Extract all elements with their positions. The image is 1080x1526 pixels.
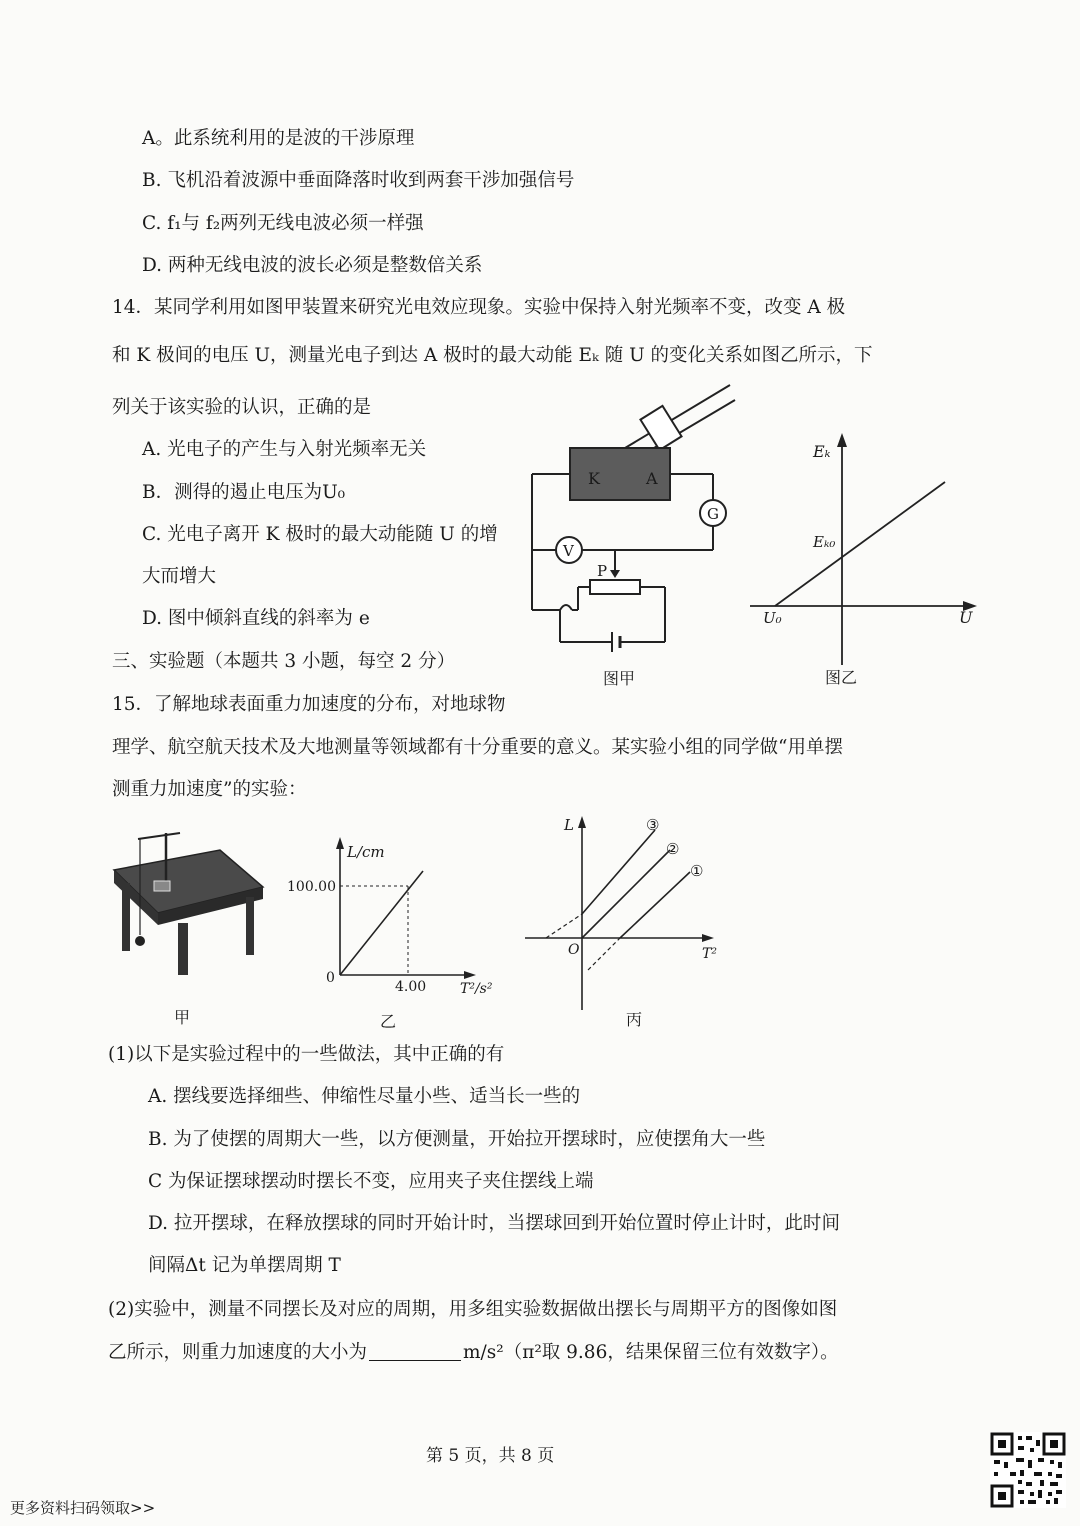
q13-option-d: D. 两种无线电波的波长必须是整数倍关系 (142, 255, 483, 276)
q15-part1-option-d-line1: D. 拉开摆球，在释放摆球的同时开始计时，当摆球回到开始位置时停止计时，此时间 (148, 1213, 840, 1234)
q15-stem-line3: 测重力加速度”的实验： (112, 779, 307, 800)
rheostat (590, 580, 640, 594)
y-tick: 100.00 (287, 879, 336, 895)
answer-blank[interactable] (369, 1340, 461, 1361)
q14-figure-circuit (520, 380, 740, 690)
l-t2-line (340, 871, 423, 975)
line-1 (620, 872, 690, 938)
ylabel-bing: L (564, 816, 574, 834)
q13-option-c: C. f₁与 f₂两列无线电波必须一样强 (142, 213, 424, 234)
label-line-3: ③ (646, 816, 660, 834)
q15-part1-option-d-line2: 间隔Δt 记为单摆周期 T (148, 1255, 341, 1276)
qr-code-icon[interactable] (990, 1432, 1066, 1508)
label-line-1: ① (690, 862, 704, 880)
q13-option-b: B. 飞机沿着波源中垂面降落时收到两套干涉加强信号 (142, 170, 575, 191)
pendulum-bob (135, 936, 145, 946)
xlabel-bing: T² (702, 946, 717, 962)
q14-option-b: B．测得的遏止电压为U₀ (142, 482, 346, 503)
q15-part1-option-c: C 为保证摆球摆动时摆长不变，应用夹子夹住摆线上端 (148, 1171, 594, 1192)
label-g: G (707, 505, 719, 523)
x-tick: 4.00 (395, 979, 427, 995)
q14-stem-line2: 和 K 极间的电压 U，测量光电子到达 A 极时的最大动能 Eₖ 随 U 的变化关系如图乙所示，下 (112, 345, 873, 366)
label-ek0: Eₖ₀ (813, 533, 836, 551)
q15-part1-stem: (1)以下是实验过程中的一些做法，其中正确的有 (108, 1044, 505, 1065)
origin-bing: O (568, 942, 580, 958)
xlabel: T²/s² (460, 981, 493, 997)
q15-figure-l-t2-graph (287, 835, 520, 1035)
q14-option-a: A. 光电子的产生与入射光频率无关 (142, 439, 427, 460)
label-line-2: ② (666, 840, 680, 858)
q15-figure-pendulum-apparatus (108, 825, 273, 1035)
q14-option-d: D. 图中倾斜直线的斜率为 e (142, 608, 370, 629)
origin: 0 (326, 970, 335, 986)
label-a: A (646, 469, 658, 488)
label-v: V (563, 542, 574, 560)
q15-part2-line1: (2)实验中，测量不同摆长及对应的周期，用多组实验数据做出摆长与周期平方的图像如图 (108, 1299, 838, 1320)
q14-stem-line3: 列关于该实验的认识，正确的是 (112, 397, 372, 418)
q15-part2-text-b: m/s²（π²取 9.86，结果保留三位有效数字）。 (463, 1342, 839, 1363)
q14-option-c-line1: C. 光电子离开 K 极时的最大动能随 U 的增 (142, 524, 498, 545)
q15-part2-line2 (108, 1340, 839, 1366)
caption-15-bing: 丙 (626, 1010, 643, 1029)
section-3-title: 三、实验题（本题共 3 小题，每空 2 分） (112, 651, 456, 672)
q15-part1-option-a: A. 摆线要选择细些、伸缩性尽量小些、适当长一些的 (148, 1086, 581, 1107)
ylabel: L/cm (347, 843, 385, 861)
label-u0: U₀ (763, 609, 782, 627)
q14-figure-ek-u-graph (745, 425, 985, 690)
q14-option-c-line2: 大而增大 (142, 566, 217, 587)
promo-text[interactable]: 更多资料扫码领取>> (10, 1499, 156, 1517)
label-u: U (959, 608, 973, 627)
label-p: P (597, 562, 608, 580)
caption-jia: 图甲 (603, 669, 636, 688)
caption-yi: 图乙 (825, 668, 858, 687)
caption-15-jia: 甲 (174, 1008, 191, 1027)
q13-option-a: A。此系统利用的是波的干涉原理 (142, 128, 415, 149)
page-number: 第 5 页，共 8 页 (426, 1446, 555, 1466)
q15-part1-option-b: B. 为了使摆的周期大一些，以方便测量，开始拉开摆球时，应使摆角大一些 (148, 1129, 766, 1150)
q15-figure-three-lines (520, 810, 750, 1035)
caption-15-yi: 乙 (380, 1012, 397, 1031)
label-ek: Eₖ (813, 442, 831, 461)
light-source-tube (640, 406, 681, 450)
ek-line (775, 482, 945, 606)
q15-part2-text-a: 乙所示，则重力加速度的大小为 (108, 1342, 368, 1363)
label-k: K (588, 469, 600, 488)
q15-stem-line2: 理学、航空航天技术及大地测量等领域都有十分重要的意义。某实验小组的同学做“用单摆 (112, 737, 843, 758)
q15-stem-line1: 15．了解地球表面重力加速度的分布，对地球物 (112, 694, 506, 715)
q14-stem-line1: 14．某同学利用如图甲装置来研究光电效应现象。实验中保持入射光频率不变，改变 A 极 (112, 297, 846, 318)
